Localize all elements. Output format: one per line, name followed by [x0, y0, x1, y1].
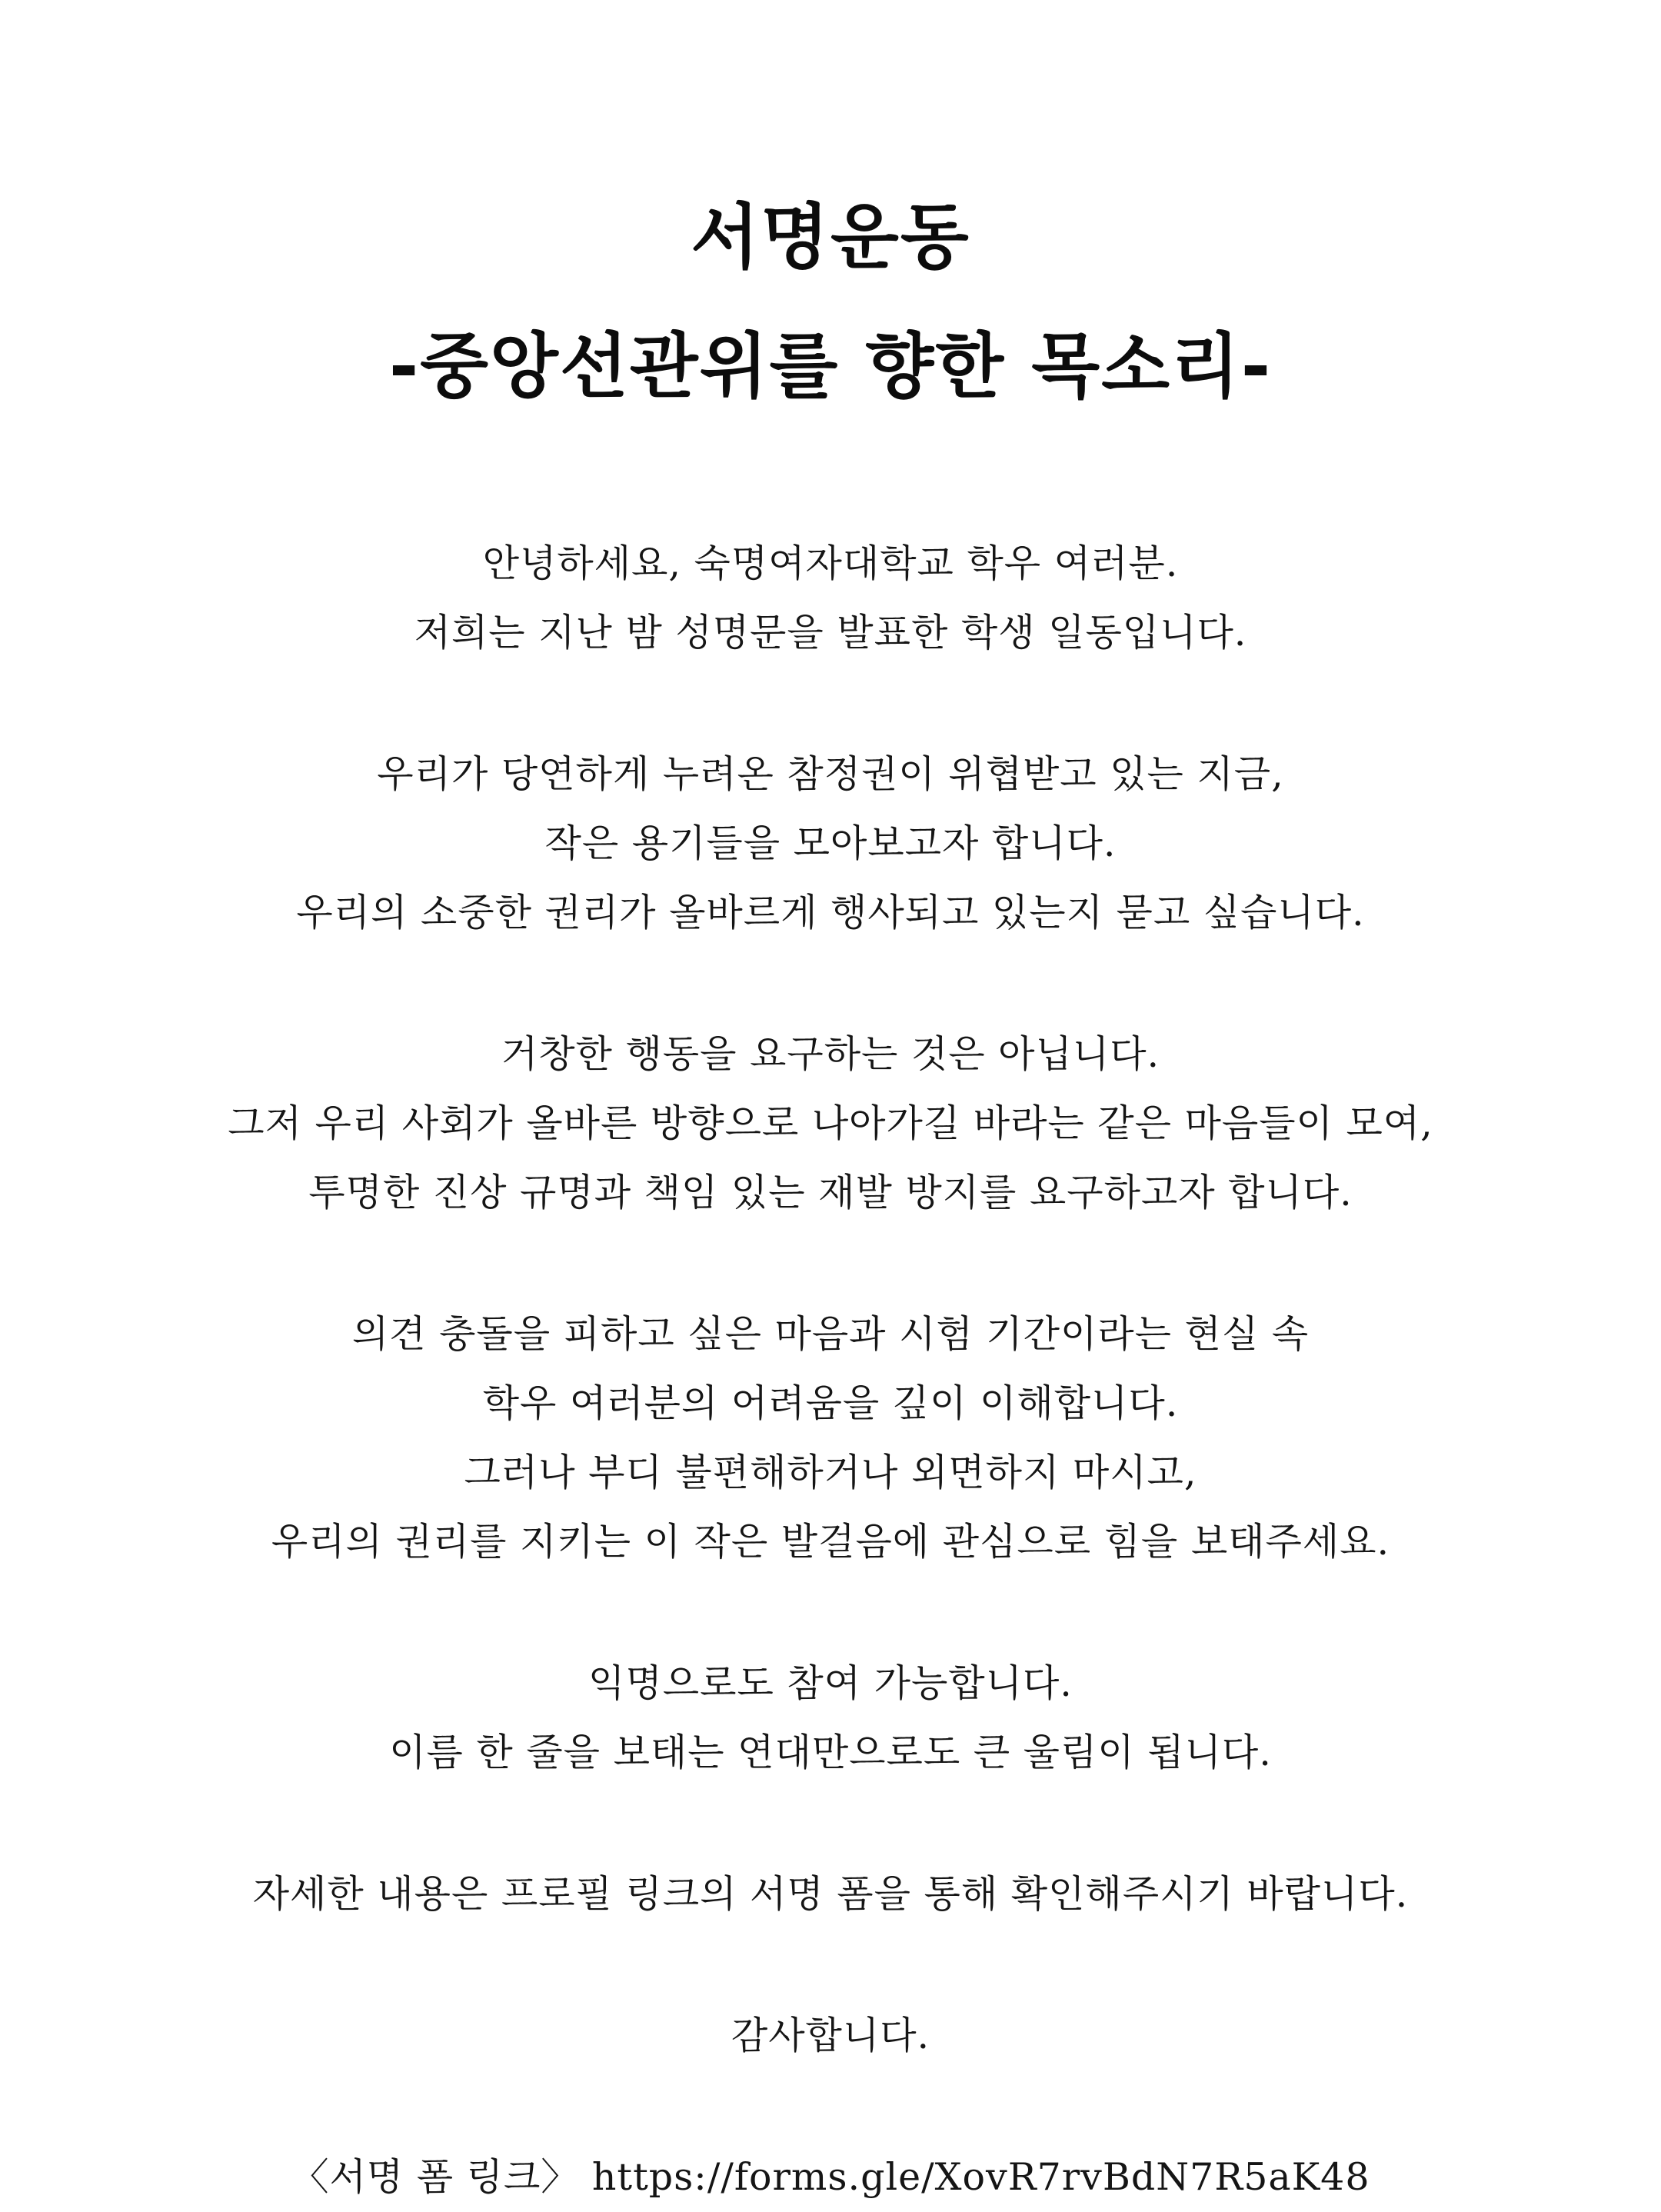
text-line: 그러나 부디 불편해하거나 외면하지 마시고, — [464, 1451, 1197, 1494]
paragraph-appeal — [0, 1300, 1661, 1577]
text-line: 그저 우리 사회가 올바른 방향으로 나아가길 바라는 같은 마음들이 모여, — [228, 1101, 1433, 1145]
text-line: 우리의 권리를 지키는 이 작은 발걸음에 관심으로 힘을 보태주세요. — [271, 1520, 1390, 1564]
text-line: 안녕하세요, 숙명여자대학교 학우 여러분. — [482, 541, 1179, 585]
text-line: 익명으로도 참여 가능합니다. — [588, 1661, 1073, 1705]
sub-title: -중앙선관위를 향한 목소리- — [388, 325, 1273, 408]
text-line: 감사합니다. — [731, 2014, 930, 2057]
text-line: 거창한 행동을 요구하는 것은 아닙니다. — [501, 1032, 1160, 1076]
text-line: 학우 여러분의 어려움을 깊이 이해합니다. — [482, 1381, 1179, 1425]
paragraph-details — [0, 1860, 1661, 1929]
text-line: 우리가 당연하게 누려온 참정권이 위협받고 있는 지금, — [377, 752, 1284, 796]
text-line: 우리의 소중한 권리가 올바르게 행사되고 있는지 묻고 싶습니다. — [296, 891, 1365, 934]
text-line: 이름 한 줄을 보태는 연대만으로도 큰 울림이 됩니다. — [389, 1731, 1272, 1774]
text-line: 저희는 지난 밤 성명문을 발표한 학생 일동입니다. — [414, 611, 1247, 655]
body-text — [0, 529, 1661, 2212]
text-line: 자세한 내용은 프로필 링크의 서명 폼을 통해 확인해주시기 바랍니다. — [252, 1872, 1409, 1916]
text-line: 작은 용기들을 모아보고자 합니다. — [544, 821, 1117, 865]
paragraph-thanks — [0, 2001, 1661, 2070]
paragraph-anonymous — [0, 1649, 1661, 1787]
petition-form-link-line — [0, 2143, 1661, 2212]
main-title: 서명운동 — [691, 196, 970, 278]
title-block — [0, 173, 1661, 431]
paragraph-request — [0, 1020, 1661, 1228]
paragraph-purpose — [0, 740, 1661, 948]
link-label: 〈서명 폼 링크〉 — [291, 2155, 580, 2199]
text-line: 투명한 진상 규명과 책임 있는 재발 방지를 요구하고자 합니다. — [308, 1171, 1353, 1214]
paragraph-greeting — [0, 529, 1661, 668]
petition-form-url: https://forms.gle/XovR7rvBdN7R5aK48 — [591, 2155, 1370, 2199]
text-line: 의견 충돌을 피하고 싶은 마음과 시험 기간이라는 현실 속 — [351, 1312, 1310, 1356]
